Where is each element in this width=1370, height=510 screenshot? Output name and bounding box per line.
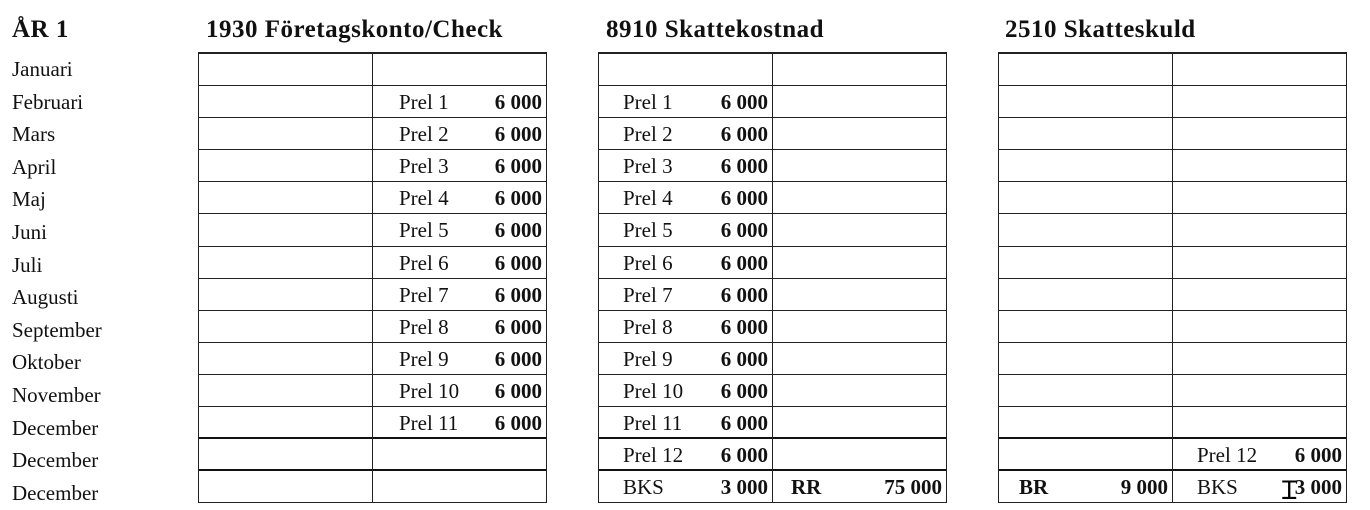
ledger-cell [1173,150,1346,182]
ledger-cell [373,214,546,246]
ledger-cell [773,150,946,182]
month-label: December [12,415,99,440]
month-label: Oktober [12,350,81,375]
entry-label: Prel 9 [623,346,673,371]
entry-label: Prel 3 [399,154,449,179]
entry-label: Prel 12 [623,443,684,468]
ledger-cell [373,471,546,502]
ledger-cell [373,247,546,279]
month-label: Juli [12,252,43,277]
entry-amount: 6 000 [494,282,542,307]
ledger-cell [999,86,1172,118]
entry-label: Prel 4 [623,186,673,211]
ledger-cell [773,471,946,502]
ledger-cell [199,86,372,118]
entry-label: RR [791,475,822,500]
ledger-cell [373,182,546,214]
ledger-cell [773,407,946,439]
ledger-cell [1173,311,1346,343]
entry-amount: 6 000 [494,314,542,339]
entry-amount: 6 000 [494,346,542,371]
ledger-cell [199,279,372,311]
ledger-cell [599,54,772,86]
ledger-cell [1173,471,1346,502]
entry-label: Prel 6 [399,250,449,275]
month-label: Februari [12,89,84,114]
entry-amount: 6 000 [720,218,768,243]
ledger-cell [999,343,1172,375]
entry-label: BR [1019,475,1049,500]
entry-amount: 6 000 [720,186,768,211]
ledger-cell [999,182,1172,214]
entry-amount: 75 000 [884,475,942,500]
entry-label: Prel 1 [399,90,449,115]
ledger-cell [999,439,1172,471]
ledger-cell [999,247,1172,279]
entry-amount: 6 000 [720,346,768,371]
account-2510-title: 2510 Skatteskuld [1005,16,1196,43]
entry-amount: 6 000 [494,186,542,211]
entry-amount: 6 000 [720,378,768,403]
ledger-credit-column [1173,52,1347,503]
ledger-cell [1173,54,1346,86]
ledger-cell [599,150,772,182]
month-column [12,52,102,508]
ledger-cell [999,311,1172,343]
entry-amount: 6 000 [1294,443,1342,468]
entry-label: BKS [1197,475,1238,500]
month-label: Januari [12,57,73,81]
ledger-cell [773,439,946,471]
entry-amount: 6 000 [494,218,542,243]
ledger-cell [599,182,772,214]
ledger-cell [1173,247,1346,279]
ledger-cell [1173,343,1346,375]
ledger-cell [773,214,946,246]
entry-label: Prel 12 [1197,443,1258,468]
ledger-cell [373,86,546,118]
entry-label: Prel 5 [399,218,449,243]
ledger-cell [773,54,946,86]
entry-amount: 6 000 [720,90,768,115]
ledger-cell [599,118,772,150]
ledger-cell [1173,214,1346,246]
entry-amount: 6 000 [720,154,768,179]
ledger-cell [773,118,946,150]
year-heading: ÅR 1 [12,16,69,43]
entry-amount: 6 000 [494,154,542,179]
ledger-cell [999,279,1172,311]
month-label: December [12,480,99,505]
ledger-cell [199,118,372,150]
ledger-cell [1173,182,1346,214]
ledger-cell [1173,86,1346,118]
entry-label: Prel 5 [623,218,673,243]
ledger-cell [599,214,772,246]
entry-amount: 6 000 [494,122,542,147]
ledger-cell [373,118,546,150]
entry-amount: 6 000 [494,250,542,275]
entry-label: Prel 4 [399,186,449,211]
ledger-debit-column [198,52,373,503]
entry-label: Prel 7 [399,282,449,307]
entry-amount: 3 000 [1294,475,1342,500]
entry-label: Prel 10 [399,378,460,403]
account-8910-title: 8910 Skattekostnad [606,16,825,43]
entry-label: Prel 9 [399,346,449,371]
entry-amount: 9 000 [1120,475,1168,500]
entry-label: Prel 11 [623,411,683,436]
ledger-cell [199,407,372,439]
ledger-cell [199,375,372,407]
entry-amount: 6 000 [720,443,768,468]
ledger-cell [599,311,772,343]
entry-label: Prel 6 [623,250,673,275]
ledger-cell [373,150,546,182]
ledger-cell [1173,375,1346,407]
month-label: Augusti [12,285,79,310]
ledger-cell [773,86,946,118]
ledger-cell [999,375,1172,407]
entry-label: Prel 8 [399,314,449,339]
ledger-cell [199,150,372,182]
month-label: Juni [12,219,48,244]
month-label: Maj [12,187,46,212]
account-1930-title: 1930 Företagskonto/Check [206,16,503,43]
ledger-cell [999,407,1172,439]
ledger-cell [373,279,546,311]
entry-label: Prel 10 [623,378,684,403]
ledger-cell [599,86,772,118]
ledger-cell [773,375,946,407]
entry-amount: 6 000 [494,411,542,436]
entry-amount: 6 000 [494,90,542,115]
month-label: December [12,448,99,473]
ledger-cell [773,311,946,343]
ledger-cell [199,182,372,214]
ledger-cell [773,343,946,375]
entry-amount: 6 000 [720,411,768,436]
ledger-cell [599,247,772,279]
entry-label: Prel 3 [623,154,673,179]
entry-label: Prel 2 [623,122,673,147]
ledger-cell [773,182,946,214]
ledger-cell [199,471,372,502]
month-label: November [12,382,101,407]
entry-amount: 6 000 [720,314,768,339]
ledger-cell [599,439,772,471]
entry-label: Prel 2 [399,122,449,147]
entry-label: Prel 1 [623,90,673,115]
entry-amount: 6 000 [494,378,542,403]
entry-label: BKS [623,475,664,500]
ledger-cell [999,214,1172,246]
ledger-debit-column [598,52,773,503]
entry-label: Prel 8 [623,314,673,339]
ledger-cell [199,247,372,279]
ledger-credit-column [373,52,547,503]
entry-amount: 6 000 [720,122,768,147]
ledger-cell [1173,439,1346,471]
ledger-cell [199,214,372,246]
ledger-cell [999,471,1172,502]
month-label: September [12,317,102,342]
ledger-cell [373,407,546,439]
ledger-cell [373,343,546,375]
ledger-cell [773,247,946,279]
ledger-cell [1173,118,1346,150]
ledger-cell [599,471,772,502]
entry-amount: 3 000 [720,475,768,500]
text-cursor-icon: Ɪ [1282,476,1297,506]
ledger-cell [373,439,546,471]
t-account-1930 [198,52,547,503]
month-label: Mars [12,122,56,147]
ledger-cell [199,343,372,375]
ledger-cell [199,54,372,86]
ledger-debit-column [998,52,1173,503]
ledger-cell [773,279,946,311]
ledger-cell [599,407,772,439]
ledger-cell [999,150,1172,182]
ledger-cell [199,439,372,471]
t-account-2510 [998,52,1347,503]
ledger-cell [199,311,372,343]
entry-amount: 6 000 [720,250,768,275]
ledger-cell [599,279,772,311]
entry-label: Prel 7 [623,282,673,307]
ledger-cell [373,375,546,407]
ledger-cell [1173,407,1346,439]
ledger-cell [599,375,772,407]
entry-label: Prel 11 [399,411,459,436]
ledger-cell [599,343,772,375]
ledger-cell [999,54,1172,86]
entry-amount: 6 000 [720,282,768,307]
ledger-credit-column [773,52,947,503]
ledger-cell [999,118,1172,150]
ledger-cell [373,54,546,86]
ledger-cell [373,311,546,343]
t-account-8910 [598,52,947,503]
ledger-cell [1173,279,1346,311]
month-label: April [12,154,57,179]
